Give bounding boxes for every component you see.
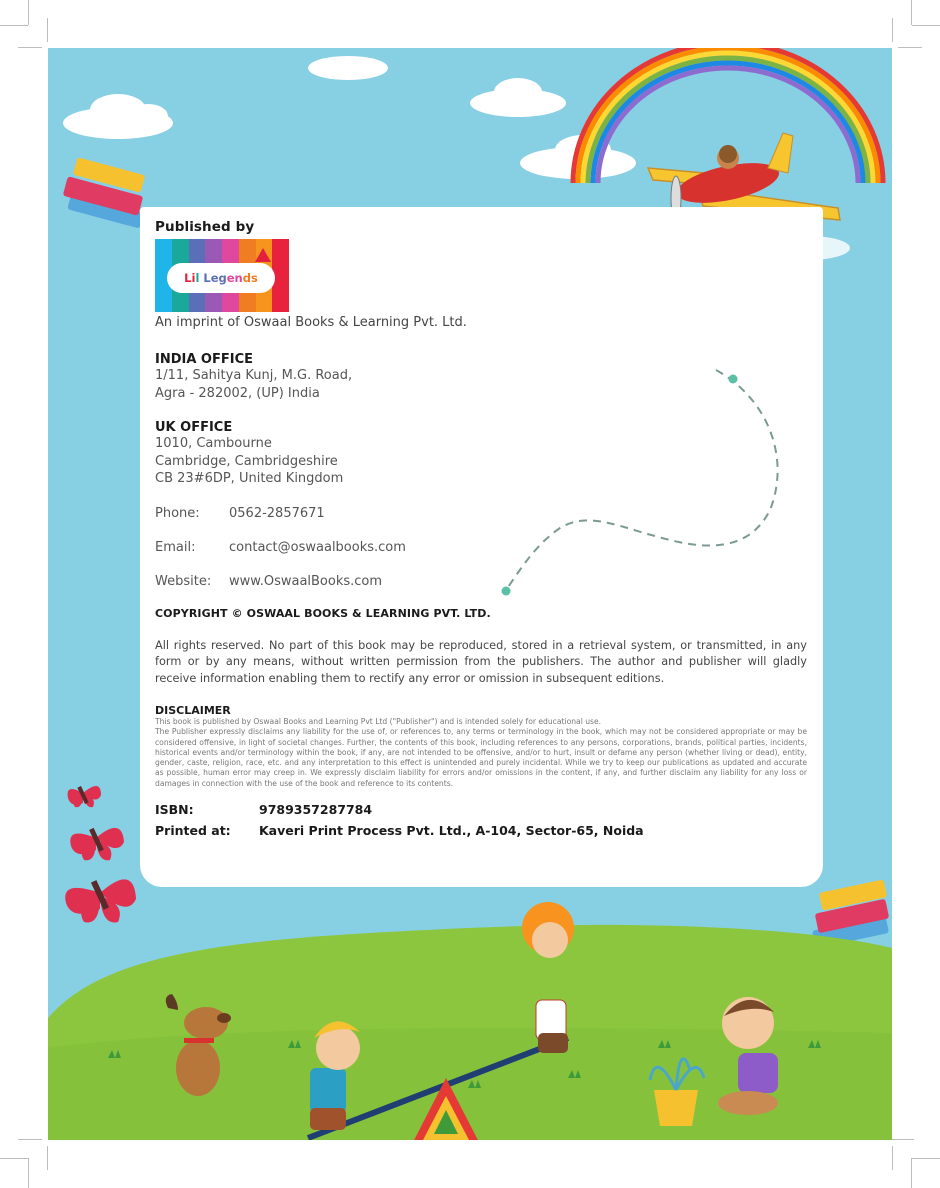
imprint-text: An imprint of Oswaal Books & Learning Pvt. Ltd. bbox=[155, 315, 467, 330]
copyright-notice: COPYRIGHT © OSWAAL BOOKS & LEARNING PVT. LTD. bbox=[155, 606, 491, 620]
crop-mark bbox=[912, 25, 940, 26]
disclaimer-line: This book is published by Oswaal Books and Learning Pvt Ltd ("Publisher") and is intended solely for educational use. bbox=[155, 717, 602, 726]
address-line: Agra - 282002, (UP) India bbox=[155, 385, 320, 401]
crown-icon bbox=[255, 248, 271, 262]
contact-label: Website: bbox=[155, 573, 212, 589]
phone-value: 0562-2857671 bbox=[229, 505, 325, 521]
crop-mark bbox=[890, 1139, 914, 1140]
published-by-label: Published by bbox=[155, 219, 255, 235]
office-heading: INDIA OFFICE bbox=[155, 352, 254, 367]
crop-mark bbox=[0, 25, 28, 26]
contact-label: Email: bbox=[155, 539, 196, 555]
website-link[interactable]: www.OswaalBooks.com bbox=[229, 573, 383, 589]
logo-text: Li l Leg en ds bbox=[167, 263, 275, 293]
contact-label: Phone: bbox=[155, 505, 200, 521]
books-stack-icon bbox=[63, 157, 145, 228]
address-line: 1010, Cambourne bbox=[155, 436, 272, 451]
crop-mark bbox=[47, 18, 48, 42]
isbn-label: ISBN: bbox=[155, 802, 194, 818]
disclaimer-heading: DISCLAIMER bbox=[155, 704, 231, 717]
printed-at-row bbox=[155, 822, 807, 840]
printed-at-value: Kaveri Print Process Pvt. Ltd., A-104, Sector-65, Noida bbox=[259, 823, 644, 839]
crop-mark bbox=[898, 47, 922, 48]
crop-mark bbox=[18, 47, 42, 48]
path-dot-icon bbox=[729, 375, 738, 384]
isbn-value: 9789357287784 bbox=[259, 802, 373, 818]
address-line: Cambridge, Cambridgeshire bbox=[155, 453, 338, 469]
butterfly-icon bbox=[68, 786, 101, 807]
crop-mark bbox=[0, 1158, 28, 1159]
isbn-row bbox=[155, 801, 807, 819]
crop-mark bbox=[28, 0, 29, 25]
butterfly-icon bbox=[70, 828, 124, 860]
crop-mark bbox=[911, 1158, 912, 1188]
address-line: CB 23#6DP, United Kingdom bbox=[155, 471, 344, 486]
butterfly-icon bbox=[65, 879, 136, 922]
crop-mark bbox=[18, 1139, 42, 1140]
crop-mark bbox=[892, 18, 893, 42]
address-line: 1/11, Sahitya Kunj, M.G. Road, bbox=[155, 368, 353, 383]
publisher-logo bbox=[155, 239, 289, 312]
crop-mark bbox=[911, 0, 912, 25]
office-heading: UK OFFICE bbox=[155, 420, 233, 435]
rights-paragraph: All rights reserved. No part of this book may be reproduced, stored in a retrieval system, or transmitted, in any form or by any means, without written permission from the publishers. The author and publisher will gladly receive information enabling them to rectify any error or omission in subsequent editions. bbox=[155, 638, 807, 685]
disclaimer-body: The Publisher expressly disclaims any liability for the use of, or references to, any terms or terminology in the book, which may not be considered appropriate or may be considered offensive, in light of societal changes. Further, the contents of this book, including references to any persons, corporations, brands, political parties, incidents, historical events and/or terminology within the book, if any, are not intended to be offensive, and/or to hurt, insult or defame any person (whether living or dead), entity, gender, caste, religion, race, etc. and any interpretation to this effect is unintended and purely incidental. While we try to keep our publications as updated and accurate as possible, human error may creep in. We expressly disclaim liability for errors and/or omissions in the content, if any, and further disclaim any liability for any loss or damages in connection with the use of the book and reference to its contents. bbox=[155, 727, 807, 788]
crop-mark bbox=[28, 1158, 29, 1188]
crop-mark bbox=[892, 1146, 893, 1170]
dashed-path-decoration bbox=[480, 350, 820, 610]
crop-mark bbox=[47, 1146, 48, 1170]
email-link[interactable]: contact@oswaalbooks.com bbox=[229, 539, 406, 555]
crop-mark bbox=[912, 1158, 940, 1159]
path-dot-icon bbox=[502, 587, 511, 596]
printed-at-label: Printed at: bbox=[155, 823, 231, 839]
